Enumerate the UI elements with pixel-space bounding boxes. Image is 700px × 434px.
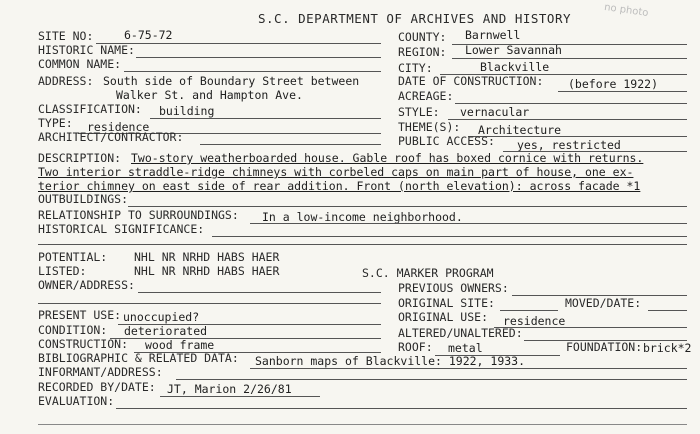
address-value-2: Walker St. and Hampton Ave. [116, 88, 303, 102]
acreage-label: ACREAGE: [398, 89, 454, 103]
marker-program-label: S.C. MARKER PROGRAM [362, 266, 494, 280]
condition-value: deteriorated [124, 324, 208, 338]
original-site-line [500, 310, 558, 311]
type-label: TYPE: [38, 116, 73, 130]
site-no-label: SITE NO: [38, 29, 94, 43]
public-access-value: yes, restricted [517, 138, 621, 152]
architect-line [200, 144, 381, 145]
bibliographic-line [250, 368, 687, 369]
style-label: STYLE: [398, 105, 440, 119]
present-use-label: PRESENT USE: [38, 308, 122, 322]
historic-name-line [136, 57, 381, 58]
architect-label: ARCHITECT/CONTRACTOR: [38, 130, 184, 144]
theme-label: THEME(S): [398, 120, 461, 134]
public-access-label: PUBLIC ACCESS: [398, 134, 495, 148]
outbuildings-line [128, 206, 687, 207]
potential-designations: NHL NR NRHD HABS HAER [134, 250, 280, 264]
informant-line [176, 379, 687, 380]
county-value: Barnwell [465, 28, 521, 42]
style-value: vernacular [460, 105, 530, 119]
moved-date-label: MOVED/DATE: [565, 296, 642, 310]
type-value: residence [87, 120, 150, 134]
address-value-1: South side of Boundary Street between [103, 74, 360, 88]
acreage-line [455, 103, 687, 104]
bibliographic-label: BIBLIOGRAPHIC & RELATED DATA: [38, 351, 239, 365]
classification-value: building [159, 104, 215, 118]
region-line [452, 58, 687, 59]
description-line-1: Two-story weatherboarded house. Gable roof has boxed cornice with returns. [131, 151, 644, 165]
previous-owners-label: PREVIOUS OWNERS: [398, 281, 509, 295]
relationship-label: RELATIONSHIP TO SURROUNDINGS: [38, 208, 239, 222]
evaluation-label: EVALUATION: [38, 394, 115, 408]
recorded-value: JT, Marion 2/26/81 [167, 382, 292, 396]
historical-significance-line [212, 236, 687, 237]
description-label: DESCRIPTION: [38, 151, 122, 165]
relationship-value: In a low-income neighborhood. [262, 210, 463, 224]
recorded-line [160, 396, 320, 397]
potential-label: POTENTIAL: [38, 250, 108, 264]
handwritten-note: no photo [603, 1, 650, 20]
construction-label: CONSTRUCTION: [38, 337, 129, 351]
relationship-line [250, 223, 687, 224]
foundation-value: brick*2 [643, 341, 692, 355]
county-label: COUNTY: [398, 30, 447, 44]
region-value: Lower Savannah [465, 43, 562, 57]
evaluation-line [116, 408, 687, 409]
classification-line [150, 118, 381, 119]
section-divider [38, 244, 687, 245]
moved-date-line [648, 310, 687, 311]
informant-label: INFORMANT/ADDRESS: [38, 365, 163, 379]
date-construction-value: (before 1922) [568, 77, 659, 91]
site-no-line [96, 43, 381, 44]
roof-value: metal [448, 341, 483, 355]
classification-label: CLASSIFICATION: [38, 102, 142, 116]
description-line-2: Two interior straddle-ridge chimneys with corbeled caps on main part of house, one ex- [38, 165, 634, 179]
listed-label: LISTED: [38, 264, 87, 278]
owner-address-line [138, 292, 381, 293]
foundation-label: FOUNDATION: [566, 340, 643, 354]
style-line [448, 119, 687, 120]
site-no-value: 6-75-72 [124, 28, 173, 42]
historical-significance-label: HISTORICAL SIGNIFICANCE: [38, 222, 205, 236]
recorded-label: RECORDED BY/DATE: [38, 380, 156, 394]
city-value: Blackville [480, 60, 550, 74]
listed-designations: NHL NR NRHD HABS HAER [134, 264, 280, 278]
original-site-label: ORIGINAL SITE: [398, 296, 495, 310]
condition-label: CONDITION: [38, 323, 108, 337]
owner-address-line-2 [38, 303, 381, 304]
common-name-label: COMMON NAME: [38, 57, 122, 71]
roof-label: ROOF: [398, 340, 433, 354]
card-title: S.C. DEPARTMENT OF ARCHIVES AND HISTORY [258, 11, 571, 26]
description-line-3: terior chimney on east side of rear addition. Front (north elevation): across facade *1 [38, 179, 641, 193]
outbuildings-label: OUTBUILDINGS: [38, 192, 129, 206]
original-use-line [494, 327, 687, 328]
owner-address-label: OWNER/ADDRESS: [38, 278, 135, 292]
city-label: CITY: [398, 61, 433, 75]
historic-name-label: HISTORIC NAME: [38, 43, 135, 57]
address-label: ADDRESS: [38, 74, 94, 88]
theme-value: Architecture [478, 123, 562, 137]
date-construction-label: DATE OF CONSTRUCTION: [398, 74, 544, 88]
theme-line [468, 136, 687, 137]
common-name-line [124, 71, 381, 72]
region-label: REGION: [398, 45, 447, 59]
original-use-label: ORIGINAL USE: [398, 310, 489, 324]
bottom-rule [38, 424, 687, 425]
bibliographic-value: Sanborn maps of Blackville: 1922, 1933. [255, 354, 526, 368]
present-use-value: unoccupied? [123, 310, 200, 324]
altered-label: ALTERED/UNALTERED: [398, 326, 523, 340]
date-construction-line [558, 91, 687, 92]
original-use-value: residence [503, 314, 566, 328]
construction-value: wood frame [145, 338, 215, 352]
